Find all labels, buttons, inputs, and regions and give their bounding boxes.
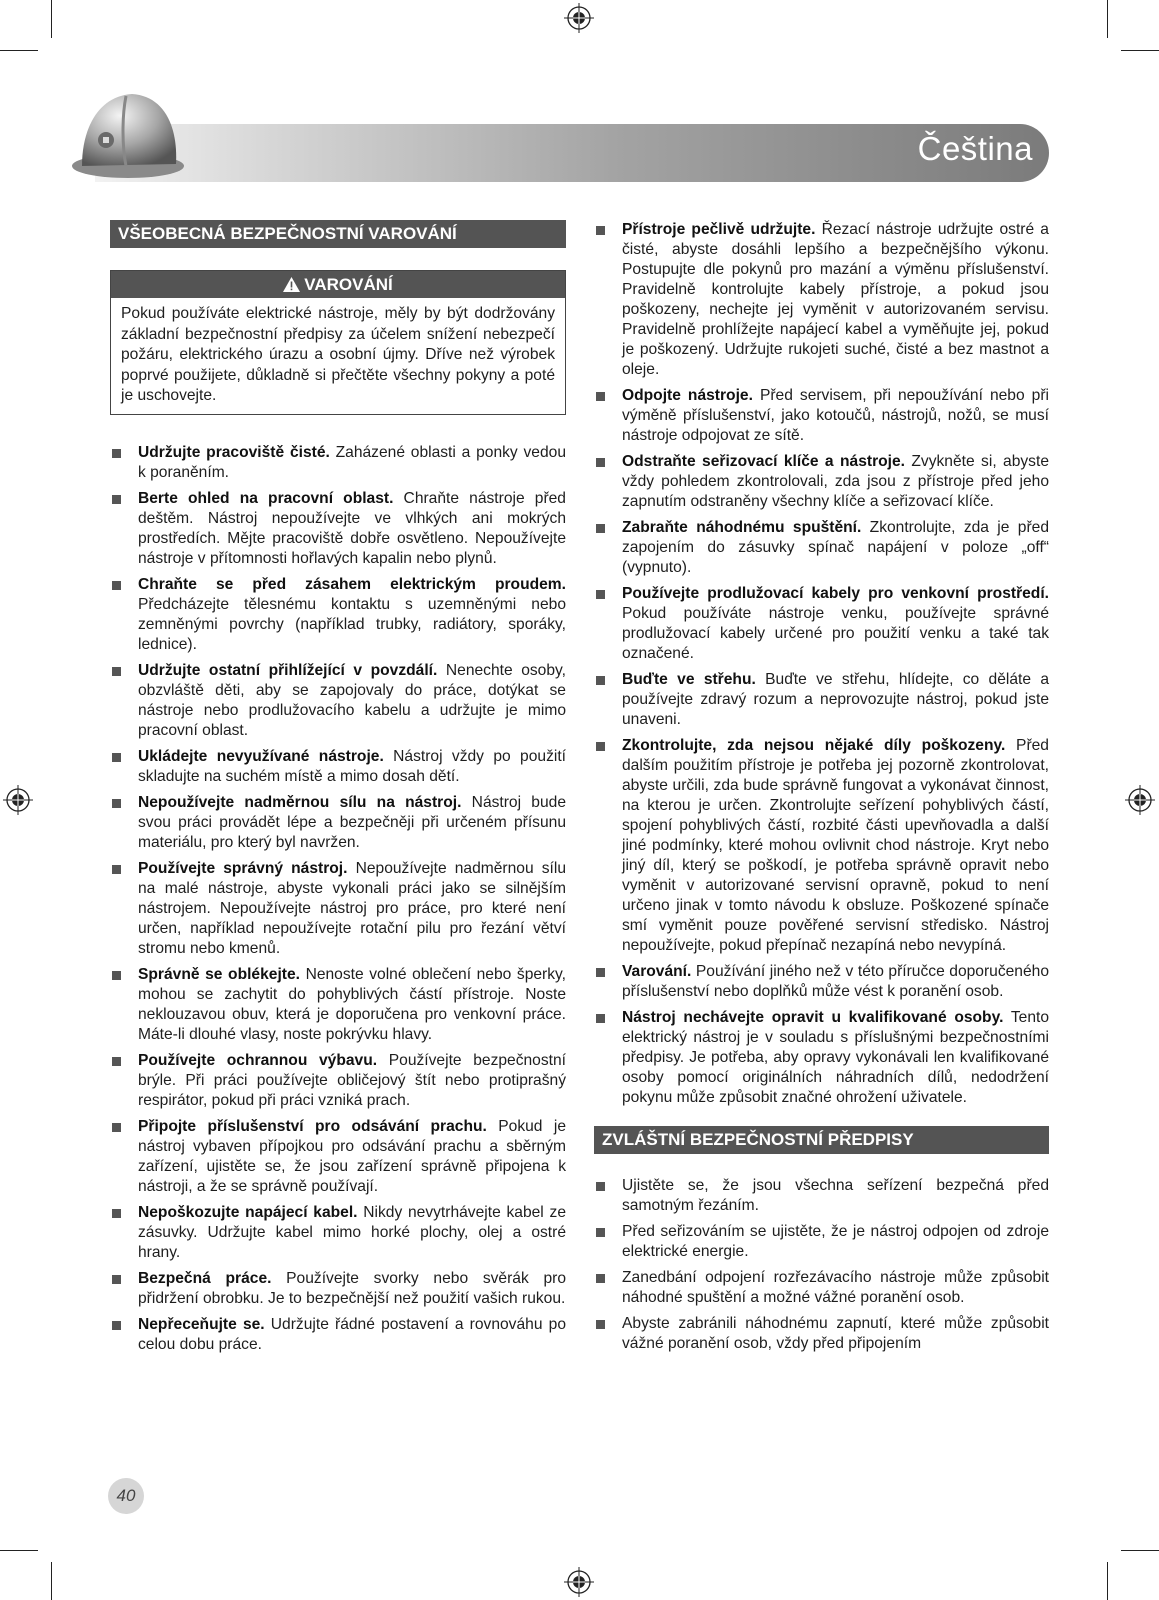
list-item: Nepoužívejte nadměrnou sílu na nástroj. Nástroj bude svou práci provádět lépe a bezpečněji při určeném přísunu materiálu, pro který byl navržen. — [110, 793, 566, 853]
list-item: Před seřizováním se ujistěte, že je nástroj odpojen od zdroje elektrické energie. — [594, 1222, 1049, 1262]
crop-mark — [1121, 1550, 1159, 1551]
list-item: Používejte správný nástroj. Nepoužívejte nadměrnou sílu na malé nástroje, abyste vykonali práci jako se silnějším nástrojem. Nepoužívejte nástroj pro práce, pro které není určen, například nepoužívejte rotační pilu pro řezání větví stromu nebo kmenů. — [110, 859, 566, 959]
bullet-square-icon — [112, 1057, 121, 1066]
section-title-general: VŠEOBECNÁ BEZPEČNOSTNÍ VAROVÁNÍ — [110, 220, 566, 248]
header-band — [95, 124, 1049, 182]
general-safety-list — [110, 443, 566, 1355]
bullet-square-icon — [596, 1274, 605, 1283]
warning-title-text: VAROVÁNÍ — [304, 275, 393, 294]
bullet-square-icon — [596, 676, 605, 685]
bullet-square-icon — [112, 449, 121, 458]
bullet-square-icon — [112, 667, 121, 676]
crop-mark — [1107, 0, 1108, 38]
left-column — [110, 220, 566, 1361]
warning-box — [110, 270, 566, 415]
bullet-square-icon — [596, 1182, 605, 1191]
list-item: Správně se oblékejte. Nenoste volné oblečení nebo šperky, mohou se zachytit do pohyblivých částí přístroje. Noste neklouzavou obuv, která je doporučena pro venkovní práce. Máte-li dlouhé vlasy, noste pokrývku hlavy. — [110, 965, 566, 1045]
bullet-square-icon — [112, 1123, 121, 1132]
crop-mark — [0, 1550, 38, 1551]
registration-mark-icon — [3, 785, 33, 815]
crop-mark — [0, 50, 38, 51]
list-item: Zkontrolujte, zda nejsou nějaké díly poškozeny. Před dalším použitím přístroje je potřeba jej pozorně zkontrolovat, abyste určili, zda bude správně fungovat a vykonávat činnost, na kterou je určen. Zkontrolujte seřízení pohyblivých částí, spojení pohyblivých částí, rozbité části upevňovadla a další jiné podmínky, které mohou ovlivnit chod nástroje. Kryt nebo jiný díl, který se poškodí, je potřeba správně opravit nebo vyměnit v autorizované servisní opravně, pokud to není určeno jinak v tomto návodu k obsluze. Poškozené spínače smí vyměnit pouze pověřené servisní středisko. Nástroj nepoužívejte, pokud přepínač nezapíná nebo nevypíná. — [594, 736, 1049, 956]
registration-mark-icon — [564, 1567, 594, 1597]
crop-mark — [1107, 1562, 1108, 1600]
bullet-square-icon — [112, 865, 121, 874]
warning-title — [111, 271, 565, 298]
bullet-square-icon — [596, 968, 605, 977]
crop-mark — [51, 1562, 52, 1600]
list-item: Zabraňte náhodnému spuštění. Zkontrolujte, zda je před zapojením do zásuvky spínač napájení v poloze „off“ (vypnuto). — [594, 518, 1049, 578]
list-item: Připojte příslušenství pro odsávání prachu. Pokud je nástroj vybaven přípojkou pro odsávání prachu a sběrným zařízení, ujistěte se, že jsou zařízení správně připojena k nástroji, a že se správně používají. — [110, 1117, 566, 1197]
bullet-square-icon — [112, 1209, 121, 1218]
list-item: Používejte ochrannou výbavu. Používejte bezpečnostní brýle. Při práci používejte obličejový štít nebo protiprašný respirátor, pokud při práci vzniká prach. — [110, 1051, 566, 1111]
bullet-square-icon — [596, 458, 605, 467]
list-item: Abyste zabránili náhodnému zapnutí, které může způsobit vážné poranění osob, vždy před připojením — [594, 1314, 1049, 1354]
bullet-square-icon — [596, 1014, 605, 1023]
bullet-square-icon — [112, 1321, 121, 1330]
section-title-specific: ZVLÁŠTNÍ BEZPEČNOSTNÍ PŘEDPISY — [594, 1126, 1049, 1154]
list-item: Nepoškozujte napájecí kabel. Nikdy nevytrhávejte kabel ze zásuvky. Udržujte kabel mimo horké plochy, olej a ostré hrany. — [110, 1203, 566, 1263]
bullet-square-icon — [596, 226, 605, 235]
crop-mark — [1121, 50, 1159, 51]
bullet-square-icon — [596, 524, 605, 533]
list-item: Odstraňte seřizovací klíče a nástroje. Zvykněte si, abyste vždy pohledem zkontrolovali, zda jsou z přístroje před jeho zapnutím odstraněny všechny klíče a seřizovací klíče. — [594, 452, 1049, 512]
warning-triangle-icon — [283, 277, 300, 292]
list-item: Udržujte ostatní přihlížející v povzdálí. Nenechte osoby, obzvláště děti, aby se zapojovaly do práce, dotýkat se nástroje nebo prodlužovacího kabelu a udržujte je mimo pracovní oblast. — [110, 661, 566, 741]
list-item: Nástroj nechávejte opravit u kvalifikované osoby. Tento elektrický nástroj je v souladu s příslušnými bezpečnostními předpisy. Je potřeba, aby opravy vykonávali len kvalifikované osoby pomocí originálních náhradních dílů, nedodržení pokynu může způsobit značné ohrožení uživatele. — [594, 1008, 1049, 1108]
safety-helmet-icon — [70, 86, 186, 182]
bullet-square-icon — [112, 799, 121, 808]
language-title: Čeština — [917, 130, 1033, 167]
list-item: Chraňte se před zásahem elektrickým proudem. Předcházejte tělesnému kontaktu s uzemněnými nebo zemněnými povrchy (například trubky, radiátory, sporáky, lednice). — [110, 575, 566, 655]
list-item: Zanedbání odpojení rozřezávacího nástroje může způsobit náhodné spuštění a možné vážné poranění osob. — [594, 1268, 1049, 1308]
list-item: Buďte ve střehu. Buďte ve střehu, hlídejte, co děláte a používejte zdravý rozum a neprovozujte nástroj, pokud jste unaveni. — [594, 670, 1049, 730]
list-item: Udržujte pracoviště čisté. Zaházené oblasti a ponky vedou k poraněním. — [110, 443, 566, 483]
list-item: Ukládejte nevyužívané nástroje. Nástroj vždy po použití skladujte na suchém místě a mimo dosah dětí. — [110, 747, 566, 787]
specific-safety-list — [594, 1176, 1049, 1354]
registration-mark-icon — [1125, 785, 1155, 815]
bullet-square-icon — [596, 1228, 605, 1237]
list-item: Přístroje pečlivě udržujte. Řezací nástroje udržujte ostré a čisté, abyste dosáhli lepšího a bezpečnějšího výkonu. Postupujte dle pokynů pro mazání a výměnu příslušenství. Pravidelně kontrolujte kabely přístroje, a pokud jsou poškozeny, nechejte jej vyměnit v autorizovaném servisu. Pravidelně prohlížejte napájecí kabel a vyměňujte jej, pokud je poškozený. Udržujte rukojeti suché, čisté a bez mastnot a oleje. — [594, 220, 1049, 380]
bullet-square-icon — [596, 590, 605, 599]
warning-text: Pokud používáte elektrické nástroje, měly by být dodržovány základní bezpečnostní předpisy za účelem snížení nebezpečí požáru, elektrického úrazu a osobní újmy. Dříve než výrobek poprvé použijete, důkladně si přečtěte všechny pokyny a poté je uschovejte. — [121, 305, 555, 404]
bullet-square-icon — [596, 392, 605, 401]
list-item: Berte ohled na pracovní oblast. Chraňte nástroje před deštěm. Nástroj nepoužívejte ve vlhkých ani mokrých prostředích. Mějte pracoviště dobře osvětleno. Nepoužívejte nástroje v přítomnosti hořlavých kapalin nebo plynů. — [110, 489, 566, 569]
general-safety-list-continued — [594, 220, 1049, 1108]
bullet-square-icon — [596, 742, 605, 751]
list-item: Bezpečná práce. Používejte svorky nebo svěrák pro přidržení obrobku. Je to bezpečnější než použití vašich rukou. — [110, 1269, 566, 1309]
registration-mark-icon — [564, 3, 594, 33]
bullet-square-icon — [596, 1320, 605, 1329]
bullet-square-icon — [112, 753, 121, 762]
list-item: Používejte prodlužovací kabely pro venkovní prostředí. Pokud používáte nástroje venku, používejte správné prodlužovací kabely určené pro použití venku a také tak označené. — [594, 584, 1049, 664]
list-item: Odpojte nástroje. Před servisem, při nepoužívání nebo při výměně příslušenství, jako kotoučů, nástrojů, nožů, se musí nástroje odpojovat ze sítě. — [594, 386, 1049, 446]
list-item: Ujistěte se, že jsou všechna seřízení bezpečná před samotným řezáním. — [594, 1176, 1049, 1216]
bullet-square-icon — [112, 1275, 121, 1284]
crop-mark — [51, 0, 52, 38]
right-column — [594, 220, 1049, 1360]
list-item: Varování. Používání jiného než v této příručce doporučeného příslušenství nebo doplňků může vést k poranění osob. — [594, 962, 1049, 1002]
page-number: 40 — [108, 1478, 144, 1514]
bullet-square-icon — [112, 495, 121, 504]
bullet-square-icon — [112, 971, 121, 980]
bullet-square-icon — [112, 581, 121, 590]
list-item: Nepřeceňujte se. Udržujte řádné postavení a rovnováhu po celou dobu práce. — [110, 1315, 566, 1355]
